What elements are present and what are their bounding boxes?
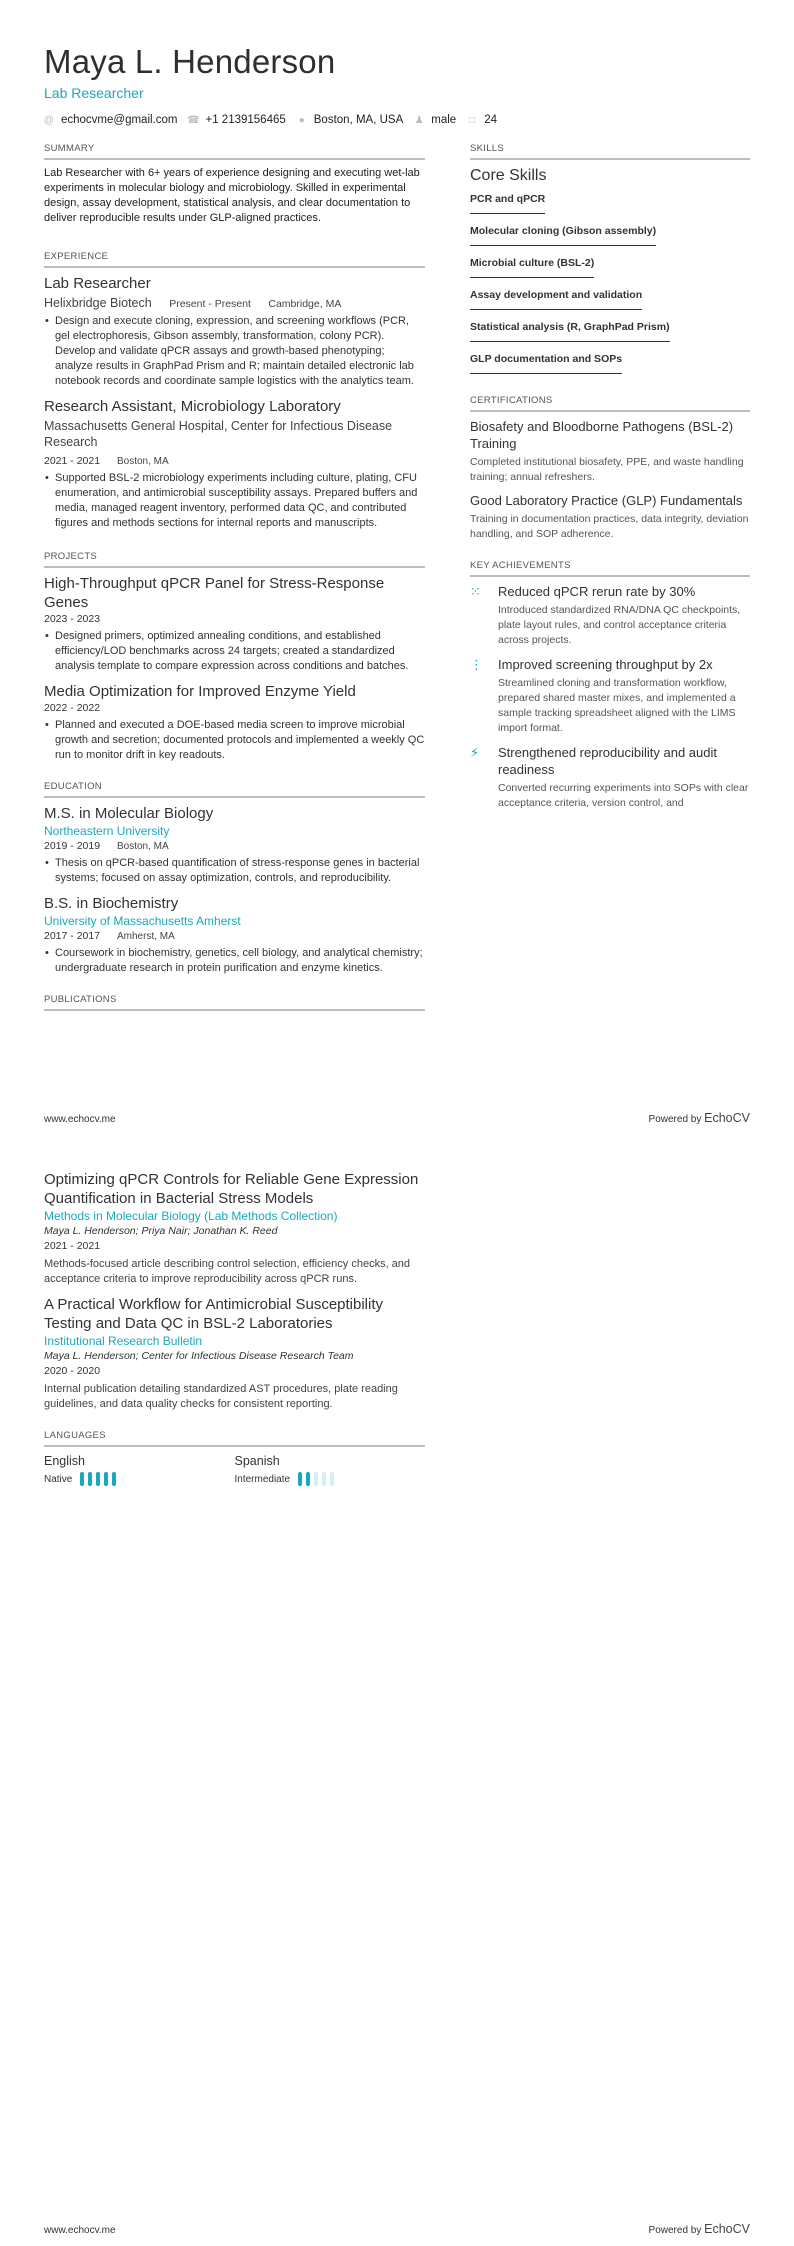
edu-bullets (44, 946, 425, 976)
achievement-item (470, 656, 750, 736)
publication-venue: Institutional Research Bulletin (44, 1334, 203, 1348)
edu-bullets (44, 856, 425, 886)
project-dates: 2023 - 2023 (44, 613, 101, 625)
target-dots-icon: ⁙ (470, 584, 481, 599)
language-level: Intermediate (234, 1473, 291, 1485)
job-dates-line (44, 454, 425, 469)
edu-location: Amherst, MA (116, 931, 175, 942)
publication-entry (44, 1170, 425, 1287)
achievement-item (470, 583, 750, 648)
level-bar (298, 1472, 302, 1486)
cert-desc: Completed institutional biosafety, PPE, and waste handling training; annual refreshers. (470, 456, 744, 483)
degree: B.S. in Biochemistry (44, 895, 179, 912)
job-dates: 2021 - 2021 (44, 455, 101, 467)
resume-header (44, 42, 508, 126)
project-dates: 2022 - 2022 (44, 702, 101, 714)
job-company: Helixbridge Biotech (44, 296, 152, 310)
skill-item: PCR and qPCR (470, 193, 545, 214)
publications-section (44, 1170, 425, 1412)
project-title: High-Throughput qPCR Panel for Stress-Response Genes (44, 575, 385, 611)
achievement-desc: Introduced standardized RNA/DNA QC checkpoints, plate layout rules, and control acceptance criteria across projects. (498, 604, 741, 646)
left-column-continued (44, 1170, 425, 1508)
publication-venue: Methods in Molecular Biology (Lab Methods Collection) (44, 1209, 338, 1223)
left-column (44, 143, 425, 1033)
footer-brand: EchoCV (704, 2222, 750, 2236)
publication-dates: 2021 - 2021 (44, 1240, 101, 1252)
edu-bullet: • Thesis on qPCR-based quantification of stress-response genes in bacterial systems; focused on assay optimization, controls, and reproducibility. (44, 856, 425, 886)
education-section (44, 781, 425, 976)
section-title-education: EDUCATION (44, 781, 425, 798)
section-title-achievements: KEY ACHIEVEMENTS (470, 560, 750, 577)
project-bullets (44, 718, 425, 763)
contact-gender (414, 114, 456, 126)
edu-dates-line (44, 839, 425, 854)
right-column (470, 143, 750, 833)
school-name: University of Massachusetts Amherst (44, 914, 241, 928)
section-title-experience: EXPERIENCE (44, 251, 425, 268)
skill-item: Molecular cloning (Gibson assembly) (470, 225, 656, 246)
publication-desc: Methods-focused article describing control selection, efficiency checks, and acceptance criteria to improve reproducibility across qPCR runs. (44, 1258, 411, 1285)
section-title-languages: LANGUAGES (44, 1430, 425, 1447)
location-pin-icon: ● (298, 114, 305, 126)
project-bullets (44, 629, 425, 674)
language-level-row (44, 1472, 235, 1486)
resume-page-2 (0, 1123, 794, 2246)
skill-item: Statistical analysis (R, GraphPad Prism) (470, 321, 670, 342)
language-name: English (44, 1454, 85, 1468)
school-name: Northeastern University (44, 824, 170, 838)
experience-entry (44, 397, 425, 531)
level-bar (80, 1472, 84, 1486)
footer-website-link[interactable]: www.echocv.me (44, 2225, 116, 2236)
footer-powered-by[interactable]: Powered by EchoCV (648, 1111, 750, 1125)
job-title: Lab Researcher (44, 275, 151, 292)
level-bar (88, 1472, 92, 1486)
job-bullets (44, 314, 425, 389)
publication-dates: 2020 - 2020 (44, 1365, 101, 1377)
projects-section (44, 551, 425, 763)
calendar-icon: □ (469, 114, 476, 126)
cert-title: Biosafety and Bloodborne Pathogens (BSL-2) Training (470, 419, 734, 451)
edu-bullet: • Coursework in biochemistry, genetics, cell biology, and analytical chemistry; undergraduate research in protein purification and enzyme kinetics. (44, 946, 425, 976)
vertical-dots-icon: ⋮ (470, 657, 483, 672)
job-location: Cambridge, MA (268, 298, 342, 310)
level-bar (96, 1472, 100, 1486)
publication-entry (44, 1295, 425, 1412)
experience-section (44, 251, 425, 531)
certifications-section (470, 395, 750, 542)
job-bullet: • Design and execute cloning, expression, and screening workflows (PCR, gel electrophoresis, Gibson assembly, transformation, colony PCR). Develop and validate qPCR assays and growth-based phenotyping; analyze results in GraphPad Prism and R; maintain detailed electronic lab notebook records and coordinate sample logistics with the analytics team. (44, 314, 425, 389)
achievement-desc: Converted recurring experiments into SOPs with clear acceptance criteria, version control, and (498, 782, 749, 809)
level-bar (112, 1472, 116, 1486)
level-bar (314, 1472, 318, 1486)
job-location: Boston, MA (116, 456, 169, 467)
publication-title: Optimizing qPCR Controls for Reliable Gene Expression Quantification in Bacterial Stress Models (44, 1171, 419, 1207)
job-company-line (44, 295, 425, 312)
contact-location (297, 114, 403, 126)
level-bar (330, 1472, 334, 1486)
publication-desc: Internal publication detailing standardized AST procedures, plate reading guidelines, and data quality checks for consistent reporting. (44, 1383, 398, 1410)
publication-title: A Practical Workflow for Antimicrobial Susceptibility Testing and Data QC in BSL-2 Laboratories (44, 1296, 384, 1332)
section-title-summary: SUMMARY (44, 143, 425, 160)
page-footer (44, 2222, 750, 2236)
achievement-item (470, 744, 750, 811)
level-bar (322, 1472, 326, 1486)
languages-section (44, 1430, 425, 1486)
education-entry (44, 894, 425, 976)
publications-section-header (44, 994, 425, 1011)
at-icon: @ (43, 114, 55, 126)
summary-section (44, 143, 425, 226)
language-item (235, 1453, 426, 1486)
language-item (44, 1453, 235, 1486)
achievement-title: Improved screening throughput by 2x (498, 657, 713, 672)
section-title-certifications: CERTIFICATIONS (470, 395, 750, 412)
project-title: Media Optimization for Improved Enzyme Yield (44, 683, 356, 700)
phone-icon: ☎ (187, 114, 200, 126)
project-bullet: • Designed primers, optimized annealing conditions, and established efficiency/LOD benchmarks across 24 targets; created a standardized analysis template to compare expression across conditions and batches. (44, 629, 425, 674)
project-bullet: • Planned and executed a DOE-based media screen to improve microbial growth and secretion; documented protocols and implemented a weekly QC run to monitor drift in key readouts. (44, 718, 425, 763)
job-dates: Present - Present (169, 298, 251, 310)
achievement-title: Reduced qPCR rerun rate by 30% (498, 584, 696, 599)
languages-list (44, 1453, 425, 1486)
cert-title: Good Laboratory Practice (GLP) Fundamentals (470, 493, 743, 508)
publication-authors: Maya L. Henderson; Priya Nair; Jonathan K. Reed (44, 1225, 278, 1237)
section-title-skills: SKILLS (470, 143, 750, 160)
person-icon: ♟ (414, 114, 424, 126)
edu-dates: 2017 - 2017 (44, 930, 101, 942)
section-title-projects: PROJECTS (44, 551, 425, 568)
level-bar (104, 1472, 108, 1486)
skill-item: GLP documentation and SOPs (470, 353, 622, 374)
contact-phone-value: +1 2139156465 (205, 114, 286, 126)
skills-section (470, 143, 750, 381)
language-name: Spanish (234, 1454, 280, 1468)
contact-phone[interactable] (189, 114, 286, 126)
summary-text: Lab Researcher with 6+ years of experience designing and executing wet-lab experiments in molecular biology and microbiology. Skilled in experimental design, assay development, statistical analysis, and clear documentation to deliver reproducible results under GLP-aligned practices. (44, 167, 420, 224)
contact-age (467, 114, 497, 126)
contact-row (44, 114, 508, 126)
achievements-section (470, 560, 750, 811)
contact-gender-value: male (431, 114, 457, 126)
candidate-name: Maya L. Henderson (44, 43, 336, 80)
job-bullet: • Supported BSL-2 microbiology experiments including culture, plating, CFU enumeration, and antimicrobial susceptibility assays. Prepared buffers and media, managed reagent inventory, performed data QC, and contributed figures and methods sections for internal reports and manuscripts. (44, 471, 425, 531)
publication-authors: Maya L. Henderson; Center for Infectious Disease Research Team (44, 1350, 354, 1362)
language-level: Native (44, 1473, 73, 1485)
contact-location-value: Boston, MA, USA (313, 114, 404, 126)
achievement-title: Strengthened reproducibility and audit readiness (498, 745, 717, 777)
contact-email-value: echocvme@gmail.com (61, 114, 178, 126)
project-entry (44, 574, 425, 674)
section-title-publications: PUBLICATIONS (44, 994, 425, 1011)
contact-email[interactable] (44, 114, 178, 126)
skill-item: Microbial culture (BSL-2) (470, 257, 594, 278)
edu-dates: 2019 - 2019 (44, 840, 101, 852)
candidate-role: Lab Researcher (44, 85, 144, 101)
degree: M.S. in Molecular Biology (44, 805, 214, 822)
footer-powered-by[interactable]: Powered by EchoCV (648, 2222, 750, 2236)
footer-website-link[interactable]: www.echocv.me (44, 1114, 116, 1125)
cert-desc: Training in documentation practices, data integrity, deviation handling, and SOP adherence. (470, 513, 749, 540)
contact-age-value: 24 (484, 114, 497, 126)
job-company: Massachusetts General Hospital, Center for Infectious Disease Research (44, 419, 393, 449)
edu-dates-line (44, 929, 425, 944)
footer-brand: EchoCV (704, 1111, 750, 1125)
achievement-desc: Streamlined cloning and transformation workflow, prepared shared master mixes, and implemented a sample tracking spreadsheet aligned with the LIMS import format. (498, 677, 736, 734)
language-level-row (235, 1472, 426, 1486)
edu-location: Boston, MA (116, 841, 169, 852)
lightning-bolt-icon: ⚡ (470, 745, 480, 760)
education-entry (44, 804, 425, 886)
job-title: Research Assistant, Microbiology Laboratory (44, 398, 341, 415)
job-bullets (44, 471, 425, 531)
skills-heading: Core Skills (470, 167, 547, 184)
level-bar (306, 1472, 310, 1486)
skill-item: Assay development and validation (470, 289, 642, 310)
experience-entry (44, 274, 425, 389)
project-entry (44, 682, 425, 763)
